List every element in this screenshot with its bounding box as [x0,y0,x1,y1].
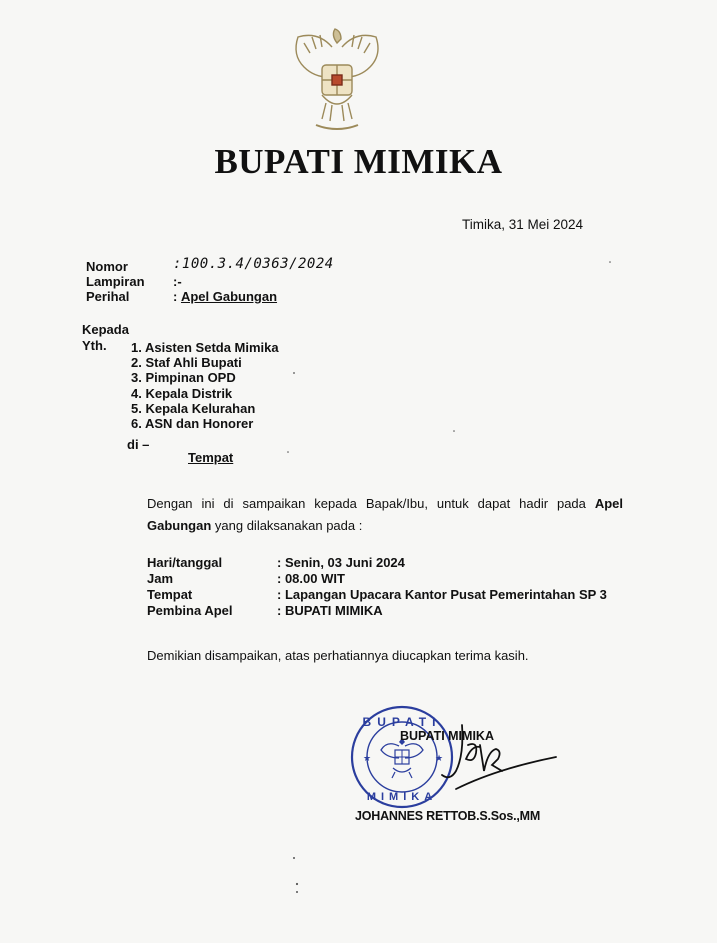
tempat-label: Tempat [188,450,234,465]
kepada-label: Kepada [82,322,129,337]
svg-text:★: ★ [363,753,372,763]
meta-label: Lampiran [86,274,145,289]
list-item: 1. Asisten Setda Mimika [131,340,279,355]
list-item: 2. Staf Ahli Bupati [131,355,242,371]
body-intro: Dengan ini di sampaikan kepada Bapak/Ibu, untuk dapat hadir pada [147,496,595,511]
meta-perihal-colon: : [173,289,178,304]
body-paragraph [147,493,623,537]
letter-meta [86,256,334,304]
detail-value: : Lapangan Upacara Kantor Pusat Pemerintahan SP 3 [277,587,607,602]
event-details [147,555,607,619]
body-intro-end: yang dilaksanakan pada : [211,518,363,533]
addressee-heading [82,322,129,354]
meta-row-nomor [86,256,334,274]
meta-row-lampiran [86,274,334,289]
garuda-emblem-icon [282,25,392,135]
detail-row [147,587,607,603]
body-intro-bold: Apel Gabungan [147,496,623,533]
list-item: 3. Pimpinan OPD [131,370,236,386]
list-item: 4. Kepala Distrik [131,385,233,401]
detail-label: Hari/tanggal [147,555,223,570]
detail-label: Jam [147,571,174,586]
svg-text:MIMIKA: MIMIKA [366,791,438,803]
detail-label: Pembina Apel [147,603,233,618]
svg-text:★: ★ [435,753,444,763]
meta-row-perihal [86,289,334,304]
di-label: di – [127,437,150,452]
handwritten-signature-icon [432,715,572,800]
detail-row [147,603,607,619]
closing-line: Demikian disampaikan, atas perhatiannya diucapkan terima kasih. [147,648,529,663]
detail-row [147,571,607,587]
meta-label: Nomor [86,259,128,274]
yth-label: Yth. [82,338,107,353]
detail-value: : 08.00 WIT [277,571,345,586]
detail-label: Tempat [147,587,193,602]
list-item: 5. Kepala Kelurahan [131,400,256,416]
letterhead-title: BUPATI MIMIKA [214,142,503,181]
recipient-list [131,340,279,431]
meta-perihal-value: Apel Gabungan [180,289,278,304]
detail-value: : Senin, 03 Juni 2024 [277,555,405,570]
meta-label: Perihal [86,289,130,304]
letter-date: Timika, 31 Mei 2024 [462,217,584,232]
meta-nomor-value: :100.3.4/0363/2024 [173,256,334,272]
svg-text:BUPATI: BUPATI [362,715,442,729]
signatory-name: JOHANNES RETTOB.S.Sos.,MM [355,809,541,823]
meta-lampiran-value: :- [173,274,182,289]
detail-value: : BUPATI MIMIKA [277,603,383,618]
list-item: 6. ASN dan Honorer [131,416,254,432]
detail-row [147,555,607,571]
signatory-title: BUPATI MIMIKA [400,729,494,743]
